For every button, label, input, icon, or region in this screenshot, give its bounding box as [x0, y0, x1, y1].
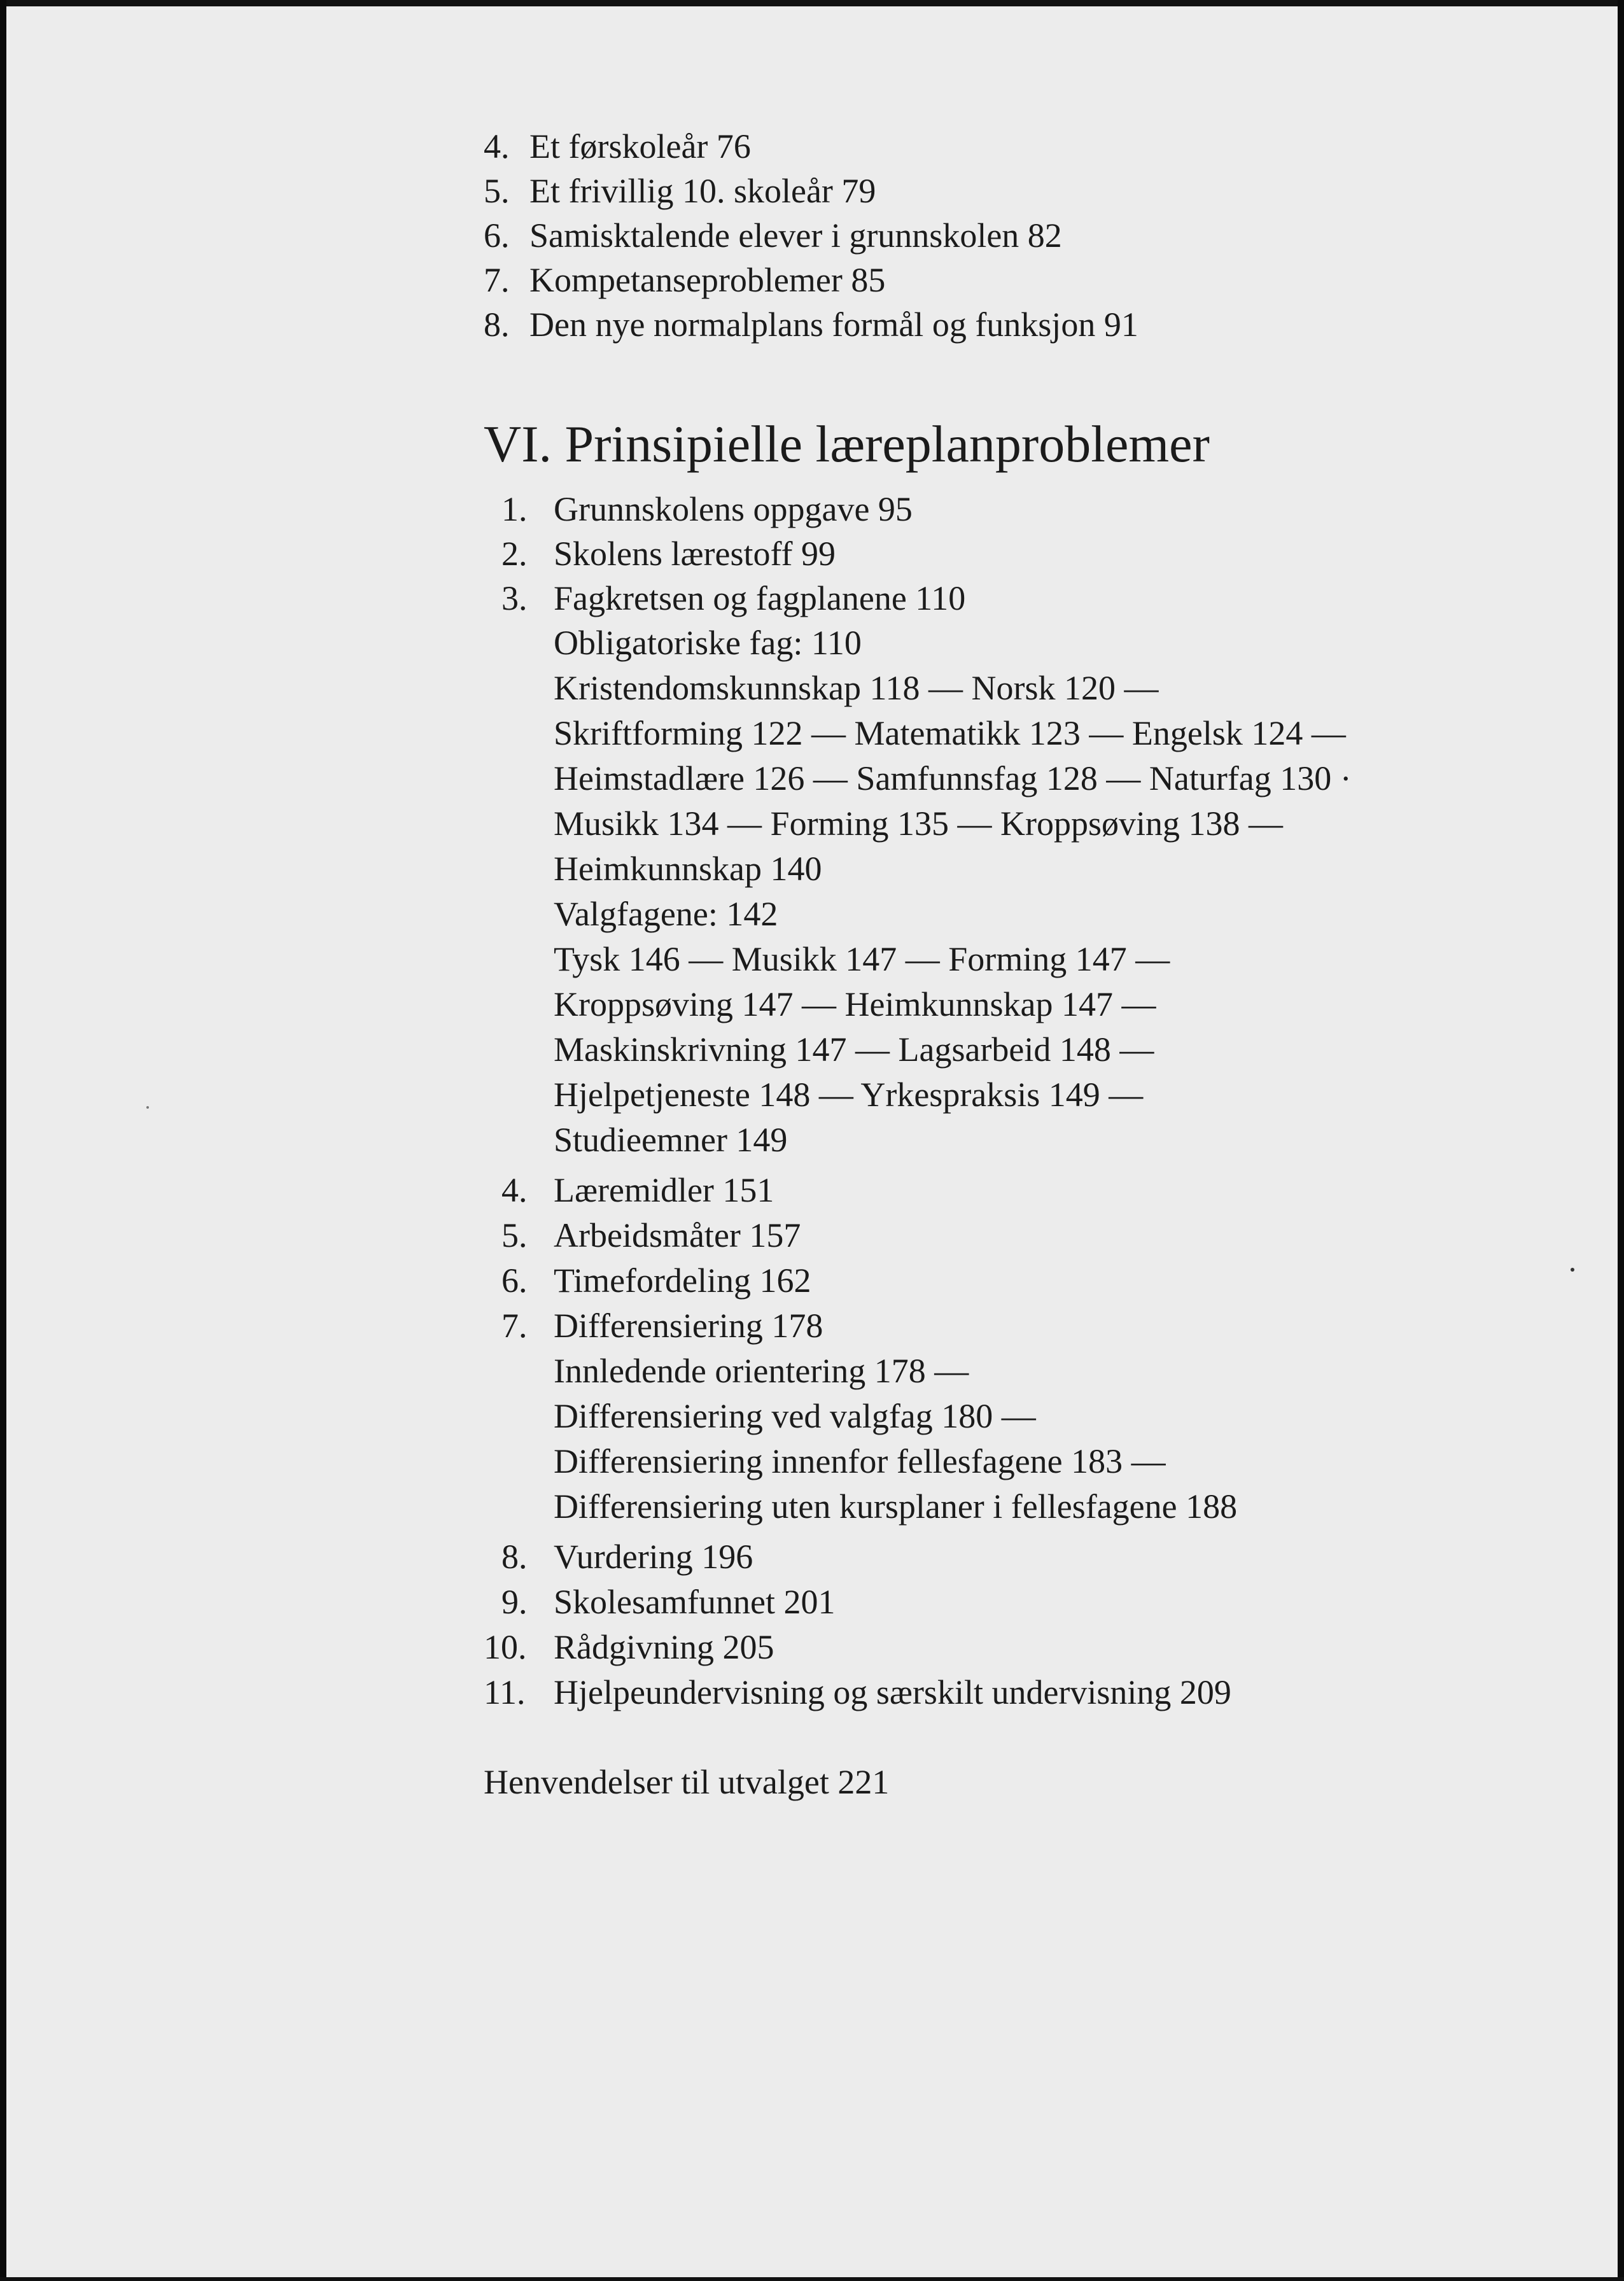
toc-entry-number: 5. — [484, 172, 510, 210]
scan-border-top — [0, 0, 1624, 6]
toc-subentry: Hjelpetjeneste 148 — Yrkespraksis 149 — — [554, 1076, 1144, 1114]
toc-entry-text: Skolesamfunnet 201 — [554, 1583, 836, 1621]
toc-entry-text: Den nye normalplans formål og funksjon 91 — [529, 305, 1138, 344]
toc-entry-text: Grunnskolens oppgave 95 — [554, 490, 913, 528]
toc-entry-number: 4. — [501, 1171, 528, 1209]
toc-subentry: Kroppsøving 147 — Heimkunnskap 147 — — [554, 985, 1156, 1023]
toc-entry-text: Fagkretsen og fagplanene 110 — [554, 579, 966, 617]
toc-entry — [484, 1628, 774, 1666]
toc-entry — [501, 1261, 811, 1300]
toc-entry — [501, 1307, 823, 1345]
toc-subentry: Differensiering uten kursplaner i fellesfagene 188 — [554, 1487, 1238, 1526]
toc-entry — [501, 490, 913, 528]
toc-entry — [501, 535, 836, 573]
section-heading: VI. Prinsipielle læreplanproblemer — [484, 415, 1210, 473]
toc-entry-number: 8. — [484, 305, 510, 344]
toc-entry-number: 6. — [501, 1261, 528, 1300]
toc-entry-number: 6. — [484, 216, 510, 255]
toc-entry-number: 3. — [501, 579, 528, 617]
toc-entry — [501, 579, 965, 617]
toc-subentry: Valgfagene: 142 — [554, 895, 778, 933]
toc-entry-number: 7. — [501, 1307, 528, 1345]
toc-entry — [501, 1171, 774, 1209]
toc-entry-number: 2. — [501, 535, 528, 573]
toc-entry-text: Et frivillig 10. skoleår 79 — [529, 172, 876, 210]
toc-entry-text: Samisktalende elever i grunnskolen 82 — [529, 216, 1062, 255]
toc-entry-number: 10. — [484, 1628, 527, 1666]
toc-entry-number: 7. — [484, 261, 510, 299]
toc-entry-text: Differensiering 178 — [554, 1307, 823, 1345]
toc-entry — [484, 261, 885, 299]
toc-entry — [484, 216, 1062, 255]
toc-entry-number: 5. — [501, 1216, 528, 1254]
toc-subentry: Maskinskrivning 147 — Lagsarbeid 148 — — [554, 1030, 1154, 1069]
toc-entry — [484, 172, 876, 210]
toc-subentry: Heimstadlære 126 — Samfunnsfag 128 — Naturfag 130 · — [554, 759, 1352, 797]
toc-entry-text: Kompetanseproblemer 85 — [529, 261, 886, 299]
toc-entry-text: Læremidler 151 — [554, 1171, 774, 1209]
toc-subentry: Tysk 146 — Musikk 147 — Forming 147 — — [554, 940, 1170, 978]
toc-subentry: Heimkunnskap 140 — [554, 850, 822, 888]
toc-entry-number: 9. — [501, 1583, 528, 1621]
toc-subentry: Obligatoriske fag: 110 — [554, 624, 862, 662]
toc-entry-number: 4. — [484, 127, 510, 165]
toc-entry-text: Arbeidsmåter 157 — [554, 1216, 801, 1254]
toc-subentry: Musikk 134 — Forming 135 — Kroppsøving 138 — — [554, 804, 1284, 843]
scan-border-left — [0, 0, 6, 2281]
toc-entry-text: Hjelpeundervisning og særskilt undervisning 209 — [554, 1673, 1231, 1711]
scan-speck — [146, 1106, 149, 1109]
toc-entry — [501, 1538, 753, 1576]
toc-entry — [501, 1583, 835, 1621]
toc-entry-number: 11. — [484, 1673, 526, 1711]
toc-entry-text: Vurdering 196 — [554, 1538, 753, 1576]
toc-subentry: Kristendomskunnskap 118 — Norsk 120 — — [554, 669, 1159, 707]
toc-subentry: Skriftforming 122 — Matematikk 123 — Engelsk 124 — — [554, 714, 1346, 752]
toc-subentry: Differensiering innenfor fellesfagene 183 — — [554, 1442, 1166, 1480]
toc-entry — [484, 127, 751, 165]
scan-border-right — [1618, 0, 1624, 2281]
toc-entry — [484, 305, 1138, 344]
closing-entry: Henvendelser til utvalget 221 — [484, 1763, 890, 1801]
toc-entry-text: Rådgivning 205 — [554, 1628, 774, 1666]
toc-entry-text: Timefordeling 162 — [554, 1261, 811, 1300]
document-page — [5, 0, 1619, 2281]
toc-entry-text: Skolens lærestoff 99 — [554, 535, 836, 573]
toc-entry — [501, 1216, 801, 1254]
toc-subentry: Studieemner 149 — [554, 1121, 788, 1159]
toc-subentry: Differensiering ved valgfag 180 — — [554, 1397, 1036, 1435]
toc-entry-text: Et førskoleår 76 — [529, 127, 751, 165]
toc-entry-number: 8. — [501, 1538, 528, 1576]
toc-subentry: Innledende orientering 178 — — [554, 1352, 969, 1390]
scan-border-bottom — [0, 2277, 1624, 2281]
toc-entry — [484, 1673, 1231, 1711]
toc-entry-number: 1. — [501, 490, 528, 528]
scan-speck — [1571, 1268, 1574, 1272]
